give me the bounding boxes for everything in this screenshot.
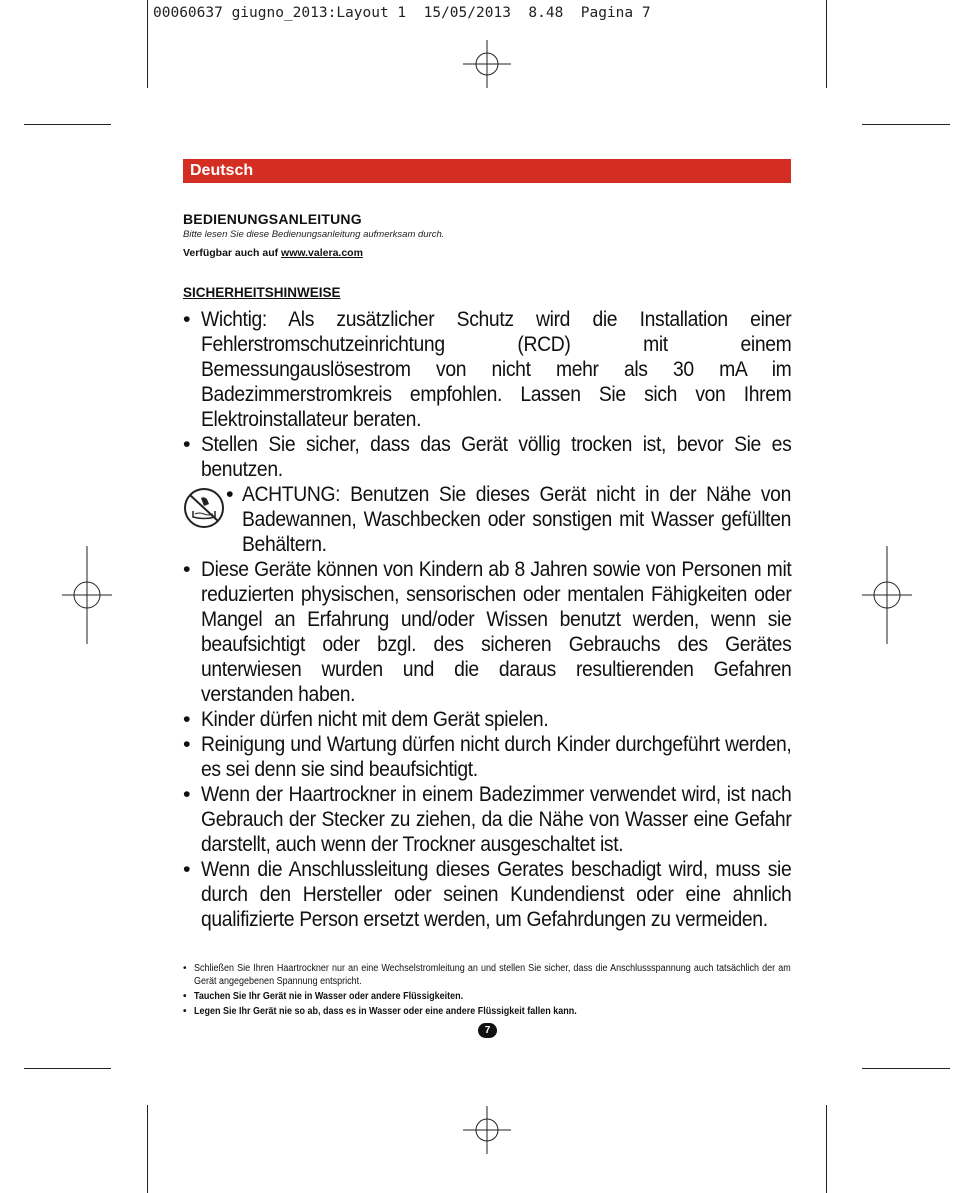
- list-item: [183, 990, 791, 1003]
- note-text: Tauchen Sie Ihr Gerät nie in Wasser oder andere Flüssigkeiten.: [194, 991, 464, 1002]
- page-number: 7: [478, 1023, 497, 1038]
- manual-subtitle: Bitte lesen Sie diese Bedienungsanleitung aufmerksam durch.: [183, 229, 445, 240]
- list-item: [183, 782, 791, 857]
- list-item: [183, 857, 791, 932]
- manual-title: BEDIENUNGSANLEITUNG: [183, 211, 362, 227]
- list-item: [183, 307, 791, 432]
- bullet-text: Wichtig: Als zusätzlicher Schutz wird die Installation einer Fehlerstromschutzeinrichtung (RCD) mit einem Bemessungauslösestrom von nicht mehr als 30 mA im Badezimmerstromkreis empfohlen. Lassen Sie sich von Ihrem Elektroinstallateur beraten.: [201, 307, 792, 431]
- bullet-text: Reinigung und Wartung dürfen nicht durch Kinder durchgeführt werden, es sei denn sie sind beaufsichtigt.: [201, 732, 792, 781]
- crop-mark: [24, 124, 111, 125]
- registration-mark-icon: [463, 1106, 511, 1154]
- bullet-marker: •: [183, 963, 187, 974]
- bullet-marker: •: [183, 1006, 187, 1017]
- list-item: [183, 962, 791, 988]
- bullet-marker: •: [183, 707, 191, 731]
- language-header-bar: [183, 159, 791, 183]
- bullet-text: Stellen Sie sicher, dass das Gerät völlig trocken ist, bevor Sie es benutzen.: [201, 432, 792, 481]
- bullet-marker: •: [183, 991, 187, 1002]
- registration-mark-icon: [62, 546, 112, 644]
- crop-mark: [147, 1105, 148, 1193]
- bullet-marker: •: [183, 857, 191, 881]
- bullet-marker: •: [183, 307, 191, 331]
- registration-mark-icon: [463, 40, 511, 88]
- list-item: [226, 482, 791, 557]
- note-text: Legen Sie Ihr Gerät nie so ab, dass es in Wasser oder eine andere Flüssigkeit fallen kann.: [194, 1006, 577, 1017]
- list-item: [183, 707, 791, 732]
- list-item: [183, 1005, 791, 1018]
- note-text: Schließen Sie Ihren Haartrockner nur an eine Wechselstromleitung an und stellen Sie sicher, dass die Anschlussspannung auch tatsächlich der am Gerät angegebenen Spannung entspricht.: [194, 963, 791, 987]
- bullet-marker: •: [226, 482, 234, 506]
- bullet-marker: •: [183, 782, 191, 806]
- bullet-text: Diese Geräte können von Kindern ab 8 Jahren sowie von Personen mit reduzierten physischen, sensorischen oder mentalen Fähigkeiten oder Mangel an Erfahrung und/oder Wissen benutzt werden, wenn sie beaufsichtigt oder bzgl. des sicheren Gebrauchs des Gerätes unterwiesen wurden und die daraus resultierenden Gefahren verstanden haben.: [201, 557, 792, 706]
- bullet-marker: •: [183, 432, 191, 456]
- crop-mark: [862, 124, 950, 125]
- website-link[interactable]: www.valera.com: [281, 247, 363, 259]
- bullet-text: Wenn der Haartrockner in einem Badezimmer verwendet wird, ist nach Gebrauch der Stecker zu ziehen, da die Nähe von Wasser eine Gefahr darstellt, auch wenn der Trockner ausgeschaltet ist.: [201, 782, 792, 856]
- language-label: Deutsch: [190, 162, 254, 179]
- bullet-text: Kinder dürfen nicht mit dem Gerät spielen.: [201, 707, 549, 731]
- bullet-marker: •: [183, 732, 191, 756]
- list-item: [183, 432, 791, 482]
- crop-mark: [24, 1068, 111, 1069]
- bullet-text: ACHTUNG: Benutzen Sie dieses Gerät nicht in der Nähe von Badewannen, Waschbecken oder sonstigen mit Wasser gefüllten Behältern.: [242, 482, 791, 556]
- availability-prefix: Verfügbar auch auf: [183, 247, 279, 259]
- crop-mark: [862, 1068, 950, 1069]
- crop-mark: [826, 0, 827, 88]
- list-item: [183, 732, 791, 782]
- crop-mark: [826, 1105, 827, 1193]
- bullet-text: Wenn die Anschlussleitung dieses Gerates beschadigt wird, muss sie durch den Hersteller oder seinen Kundendienst oder eine ahnlich qualifizierte Person ersetzt werden, um Gefahrdungen zu vermeiden.: [201, 857, 792, 931]
- no-water-warning-icon: [183, 487, 225, 529]
- bullet-marker: •: [183, 557, 191, 581]
- safety-heading: SICHERHEITSHINWEISE: [183, 285, 341, 300]
- availability-line: [183, 247, 363, 259]
- registration-mark-icon: [862, 546, 912, 644]
- crop-mark: [147, 0, 148, 88]
- list-item: [183, 557, 791, 707]
- print-slug-line: 00060637 giugno_2013:Layout 1 15/05/2013 8.48 Pagina 7: [153, 5, 651, 21]
